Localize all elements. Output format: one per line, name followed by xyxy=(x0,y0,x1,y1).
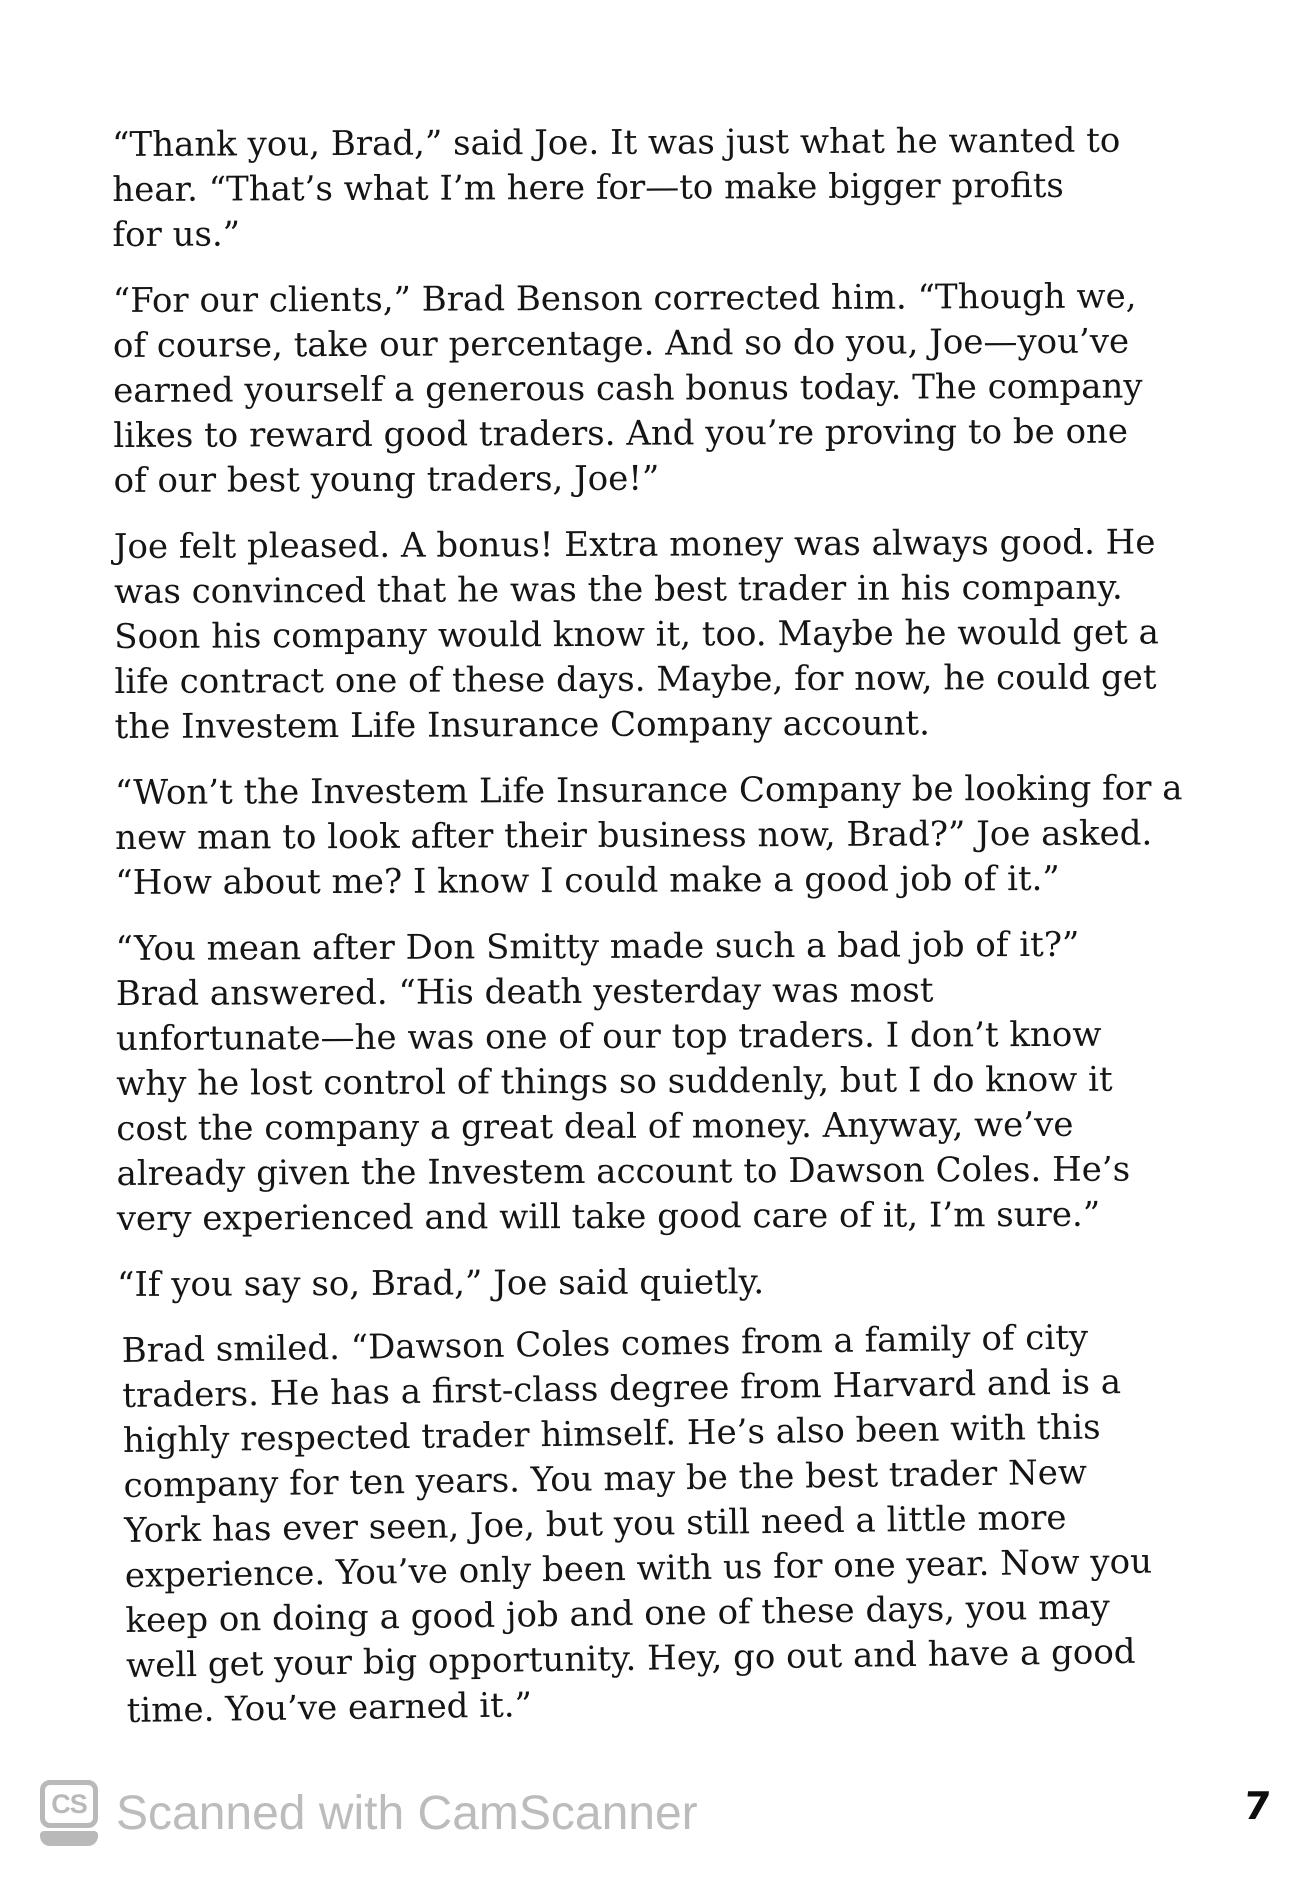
text-line: time. You’ve earned it.” xyxy=(126,1685,533,1731)
paragraph xyxy=(112,118,1273,258)
page-text xyxy=(112,118,1279,1755)
text-line: of our best young traders, Joe!” xyxy=(113,458,660,501)
paragraph xyxy=(117,1258,1277,1308)
text-line: “Won’t the Investem Life Insurance Company be looking for a xyxy=(114,768,1183,813)
text-line: experience. You’ve only been with us for one year. Now you xyxy=(124,1541,1153,1596)
text-line: the Investem Life Insurance Company account. xyxy=(114,703,930,747)
cs-icon-letters: CS xyxy=(40,1780,98,1828)
text-line: keep on doing a good job and one of these days, you may xyxy=(125,1587,1111,1641)
text-line: “For our clients,” Brad Benson corrected him. “Though we, xyxy=(112,276,1137,321)
text-line: new man to look after their business now, Brad?” Joe asked. xyxy=(115,813,1153,858)
text-line: hear. “That’s what I’m here for—to make bigger profits xyxy=(112,165,1064,210)
camscanner-cs-icon xyxy=(40,1780,98,1846)
text-line: cost the company a great deal of money. Anyway, we’ve xyxy=(116,1104,1074,1149)
paragraph xyxy=(116,922,1277,1242)
text-line: was convinced that he was the best trader in his company. xyxy=(113,567,1123,612)
text-line: highly respected trader himself. He’s also been with this xyxy=(122,1407,1101,1461)
text-line: Brad answered. “His death yesterday was most xyxy=(115,970,934,1014)
paragraph xyxy=(121,1313,1279,1734)
text-line: York has ever seen, Joe, but you still need a little more xyxy=(123,1497,1067,1551)
page-number: 7 xyxy=(1241,1784,1273,1828)
camscanner-label: Scanned with CamScanner xyxy=(116,1786,698,1840)
text-line: why he lost control of things so suddenly, but I do know it xyxy=(116,1059,1113,1104)
text-line: Joe felt pleased. A bonus! Extra money was always good. He xyxy=(113,522,1156,567)
paragraph xyxy=(114,520,1275,750)
text-line: likes to reward good traders. And you’re proving to be one xyxy=(113,411,1129,456)
text-line: “You mean after Don Smitty made such a bad job of it?” xyxy=(115,924,1080,969)
text-line: Soon his company would know it, too. Maybe he would get a xyxy=(114,612,1159,657)
text-line: already given the Investem account to Dawson Coles. He’s xyxy=(116,1149,1131,1194)
text-line: earned yourself a generous cash bonus today. The company xyxy=(113,366,1143,411)
text-line: very experienced and will take good care of it, I’m sure.” xyxy=(116,1194,1101,1239)
text-line: Brad smiled. “Dawson Coles comes from a family of city xyxy=(121,1317,1089,1371)
paragraph xyxy=(115,766,1276,906)
camscanner-watermark xyxy=(40,1780,698,1846)
paragraph xyxy=(113,274,1274,504)
cs-icon-base xyxy=(40,1831,98,1846)
text-line: for us.” xyxy=(112,214,241,255)
text-line: life contract one of these days. Maybe, for now, he could get xyxy=(114,657,1157,702)
text-line: company for ten years. You may be the best trader New xyxy=(123,1452,1088,1506)
text-line: “Thank you, Brad,” said Joe. It was just what he wanted to xyxy=(112,120,1121,165)
text-line: “If you say so, Brad,” Joe said quietly. xyxy=(116,1262,765,1305)
text-line: “How about me? I know I could make a good job of it.” xyxy=(115,858,1060,903)
text-line: of course, take our percentage. And so do you, Joe—you’ve xyxy=(112,321,1130,366)
text-line: traders. He has a first-class degree from Harvard and is a xyxy=(122,1362,1122,1416)
text-line: well get your big opportunity. Hey, go out and have a good xyxy=(125,1631,1136,1686)
text-line: unfortunate—he was one of our top traders. I don’t know xyxy=(115,1014,1102,1059)
